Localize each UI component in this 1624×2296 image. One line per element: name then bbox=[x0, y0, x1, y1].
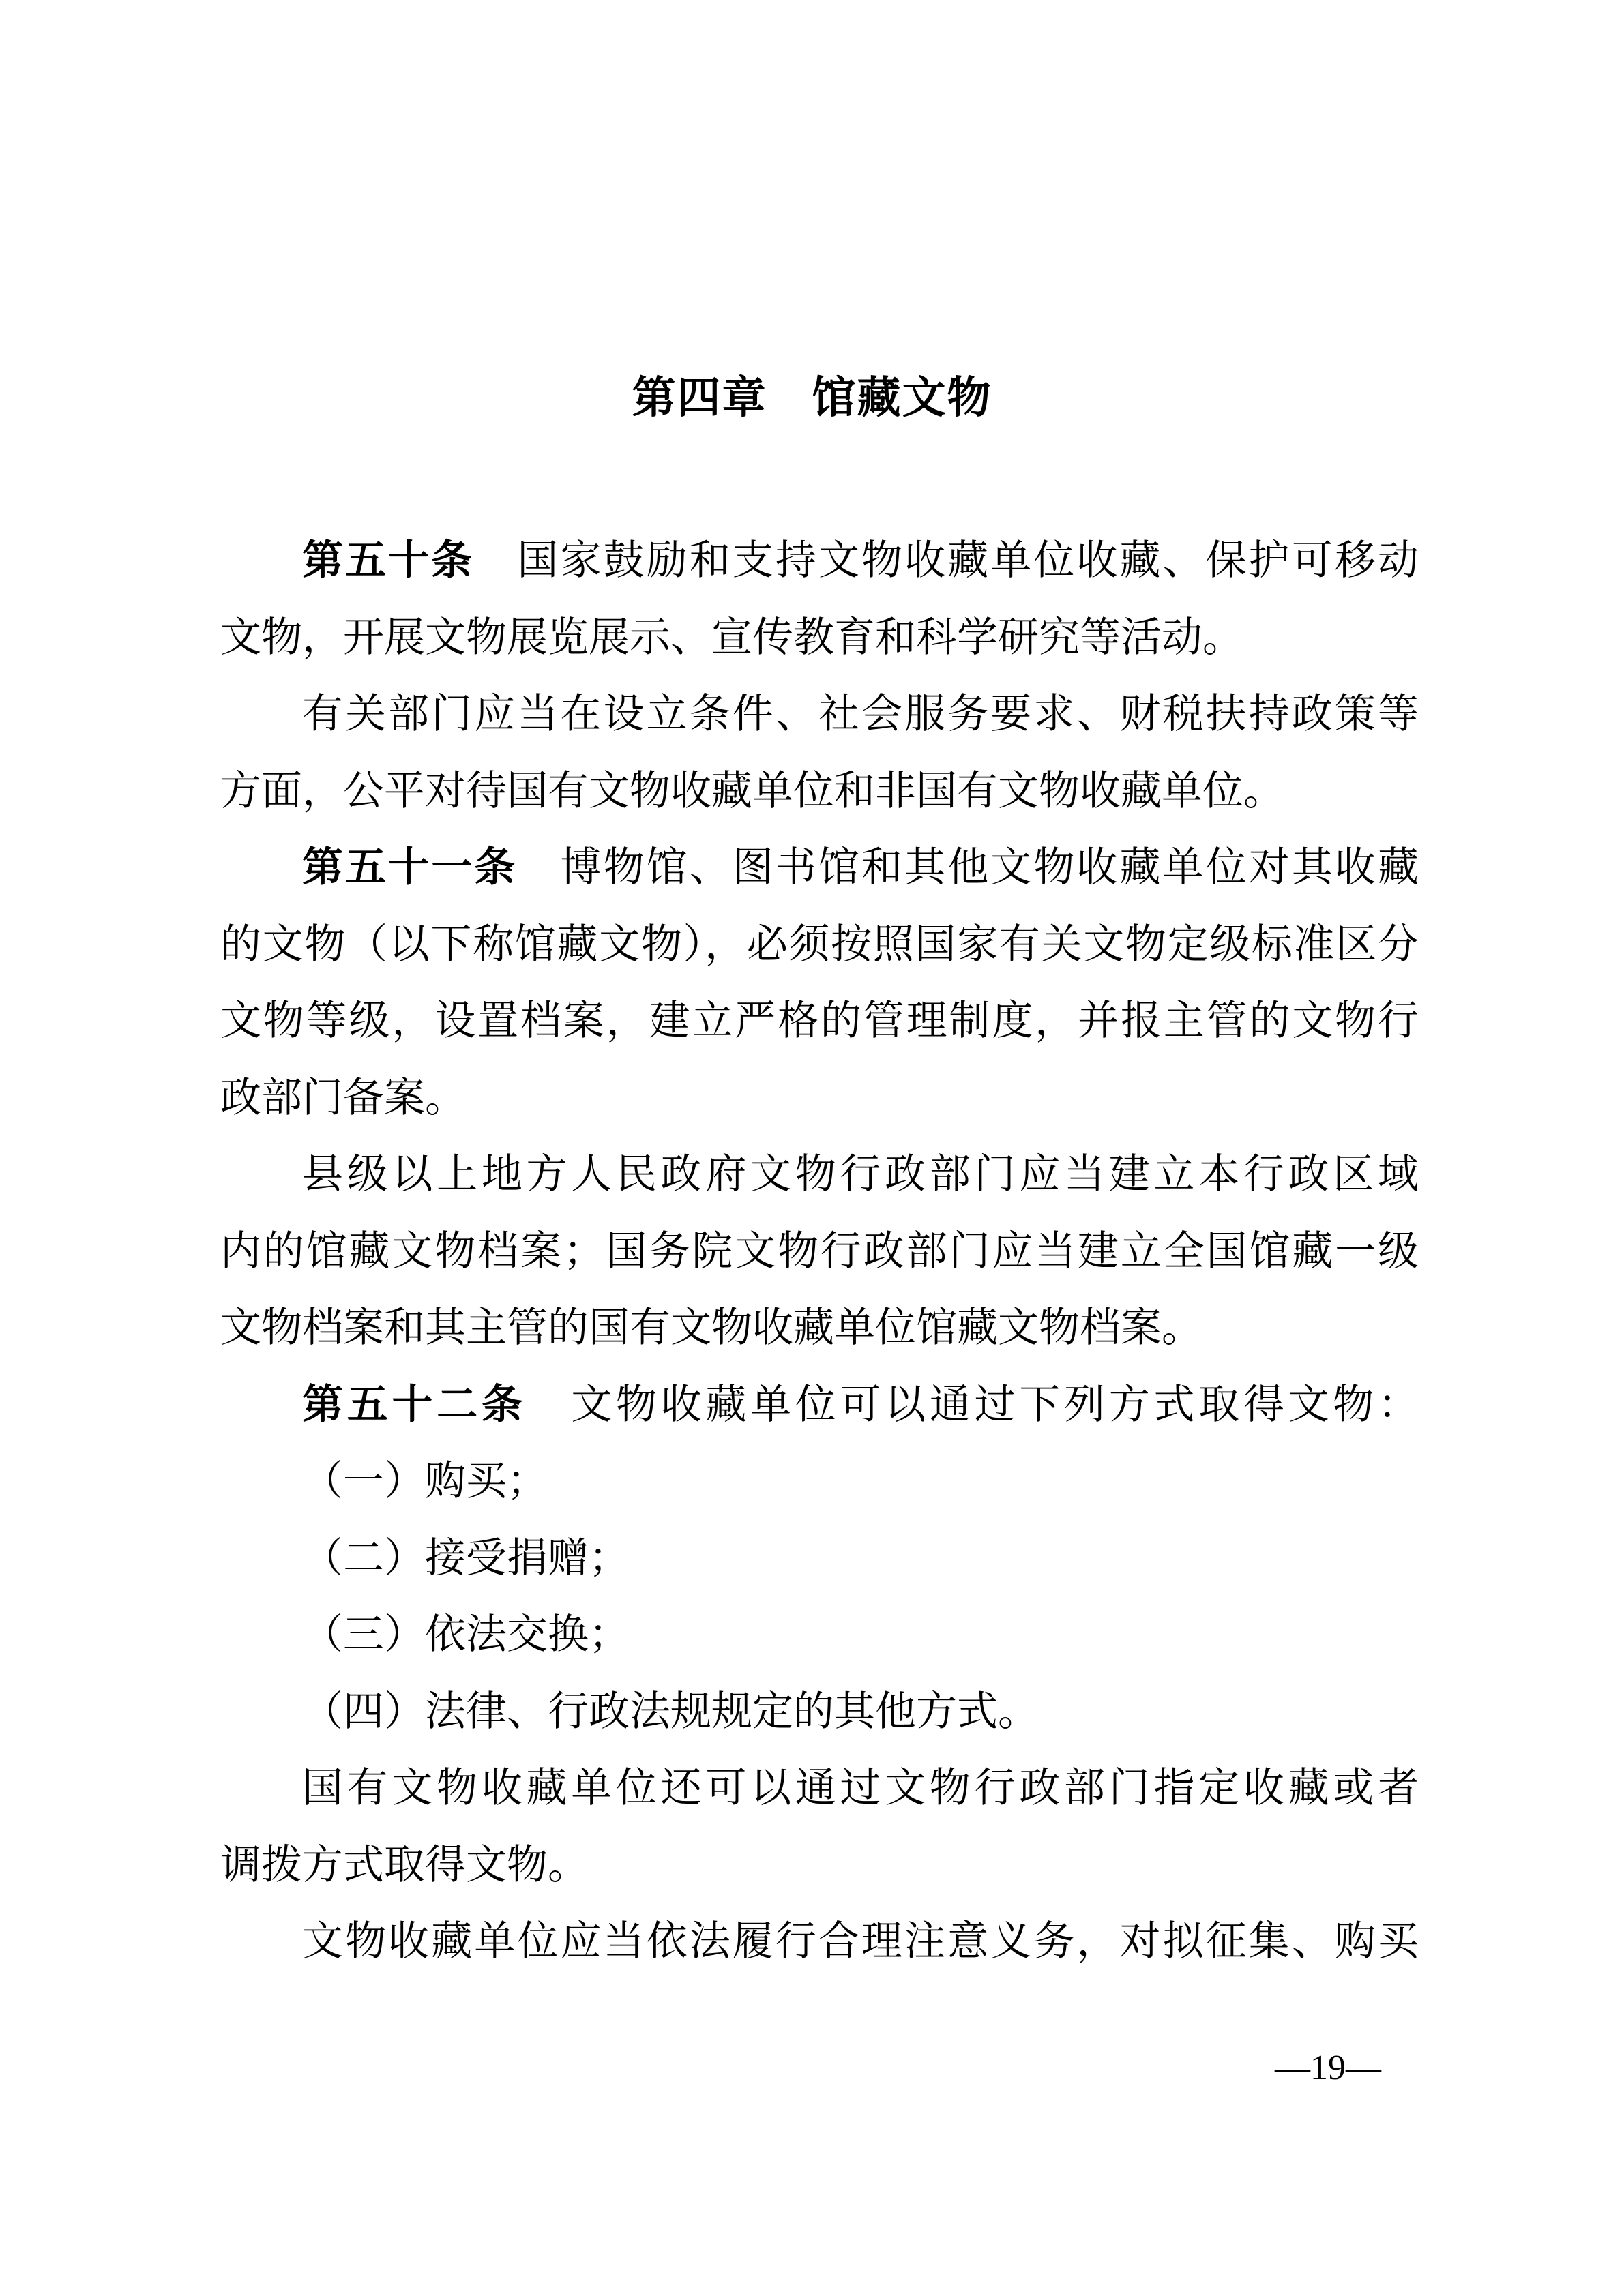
text-line: 文物等级，设置档案，建立严格的管理制度，并报主管的文物行 bbox=[220, 998, 1419, 1043]
text-line: 有关部门应当在设立条件、社会服务要求、财税扶持政策等 bbox=[302, 691, 1419, 736]
text-line: （二）接受捐赠； bbox=[302, 1535, 630, 1581]
text-line: 第五十条 国家鼓励和支持文物收藏单位收藏、保护可移动 bbox=[302, 537, 1419, 583]
text-line: 文物收藏单位应当依法履行合理注意义务，对拟征集、购买 bbox=[302, 1919, 1419, 1964]
article-number: 第五十二条 bbox=[302, 1381, 527, 1427]
body-text bbox=[220, 522, 1419, 1980]
article-number: 第五十条 bbox=[302, 537, 475, 583]
text-line: 的文物（以下称馆藏文物），必须按照国家有关文物定级标准区分 bbox=[220, 921, 1419, 967]
chapter-title: 第四章 馆藏文物 bbox=[632, 373, 992, 422]
text-line: 政部门备案。 bbox=[220, 1075, 466, 1120]
text-line: 县级以上地方人民政府文物行政部门应当建立本行政区域 bbox=[302, 1152, 1419, 1197]
text-line: （三）依法交换； bbox=[302, 1612, 630, 1657]
text-line: 第五十一条 博物馆、图书馆和其他文物收藏单位对其收藏 bbox=[302, 844, 1419, 890]
text-line: （一）购买； bbox=[302, 1459, 548, 1504]
text-line: 调拨方式取得文物。 bbox=[220, 1842, 589, 1888]
text-line: 文物，开展文物展览展示、宣传教育和科学研究等活动。 bbox=[220, 614, 1243, 660]
page-number: —19— bbox=[1275, 2048, 1381, 2087]
text-line: 内的馆藏文物档案；国务院文物行政部门应当建立全国馆藏一级 bbox=[220, 1228, 1419, 1274]
text-line: 国有文物收藏单位还可以通过文物行政部门指定收藏或者 bbox=[302, 1765, 1419, 1810]
text-line: （四）法律、行政法规规定的其他方式。 bbox=[302, 1688, 1039, 1734]
article-number: 第五十一条 bbox=[302, 844, 518, 890]
text-line: 第五十二条 文物收藏单位可以通过下列方式取得文物： bbox=[302, 1381, 1419, 1427]
text-line: 文物档案和其主管的国有文物收藏单位馆藏文物档案。 bbox=[220, 1305, 1202, 1350]
text-line: 方面，公平对待国有文物收藏单位和非国有文物收藏单位。 bbox=[220, 768, 1284, 814]
